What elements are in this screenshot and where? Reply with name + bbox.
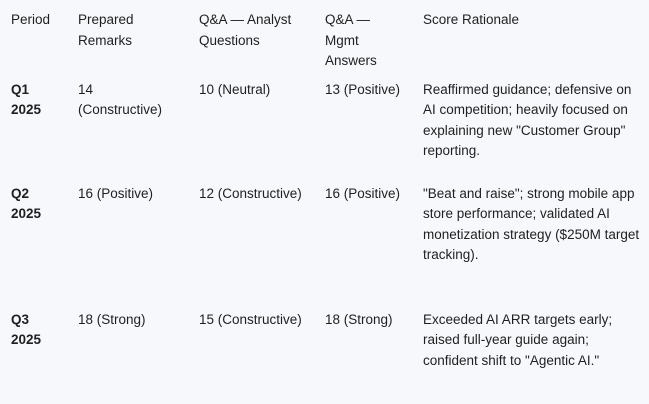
- analyst-questions-cell: 15 (Constructive): [199, 311, 302, 327]
- period-cell: Q3 2025: [11, 311, 42, 347]
- prepared-remarks-cell: 14 (Constructive): [78, 81, 163, 117]
- header-prepared-remarks: Prepared Remarks: [78, 12, 134, 48]
- mgmt-answers-cell: 16 (Positive): [325, 185, 401, 201]
- prepared-remarks-cell: 18 (Strong): [78, 311, 146, 327]
- mgmt-answers-cell: 18 (Strong): [325, 311, 393, 327]
- score-rationale-cell: Exceeded AI ARR targets early; raised full-year guide again; confident shift to "Agentic AI.": [423, 311, 613, 368]
- header-period: Period: [11, 12, 51, 27]
- period-cell: Q2 2025: [11, 185, 42, 221]
- score-rationale-cell: "Beat and raise"; strong mobile app store performance; validated AI monetization strategy ($250M target tracking).: [423, 185, 640, 262]
- header-score-rationale: Score Rationale: [423, 12, 520, 27]
- table-row: [0, 310, 649, 390]
- table-header-row: [0, 0, 649, 80]
- header-mgmt-answers: Q&A — Mgmt Answers: [325, 12, 377, 68]
- analyst-questions-cell: 12 (Constructive): [199, 185, 302, 201]
- prepared-remarks-cell: 16 (Positive): [78, 185, 154, 201]
- analyst-questions-cell: 10 (Neutral): [199, 81, 271, 97]
- period-cell: Q1 2025: [11, 81, 42, 117]
- table-row: [0, 80, 649, 184]
- table-row: [0, 184, 649, 310]
- header-analyst-questions: Q&A — Analyst Questions: [199, 12, 292, 48]
- mgmt-answers-cell: 13 (Positive): [325, 81, 401, 97]
- score-rationale-cell: Reaffirmed guidance; defensive on AI competition; heavily focused on explaining new "Customer Group" reporting.: [423, 81, 632, 158]
